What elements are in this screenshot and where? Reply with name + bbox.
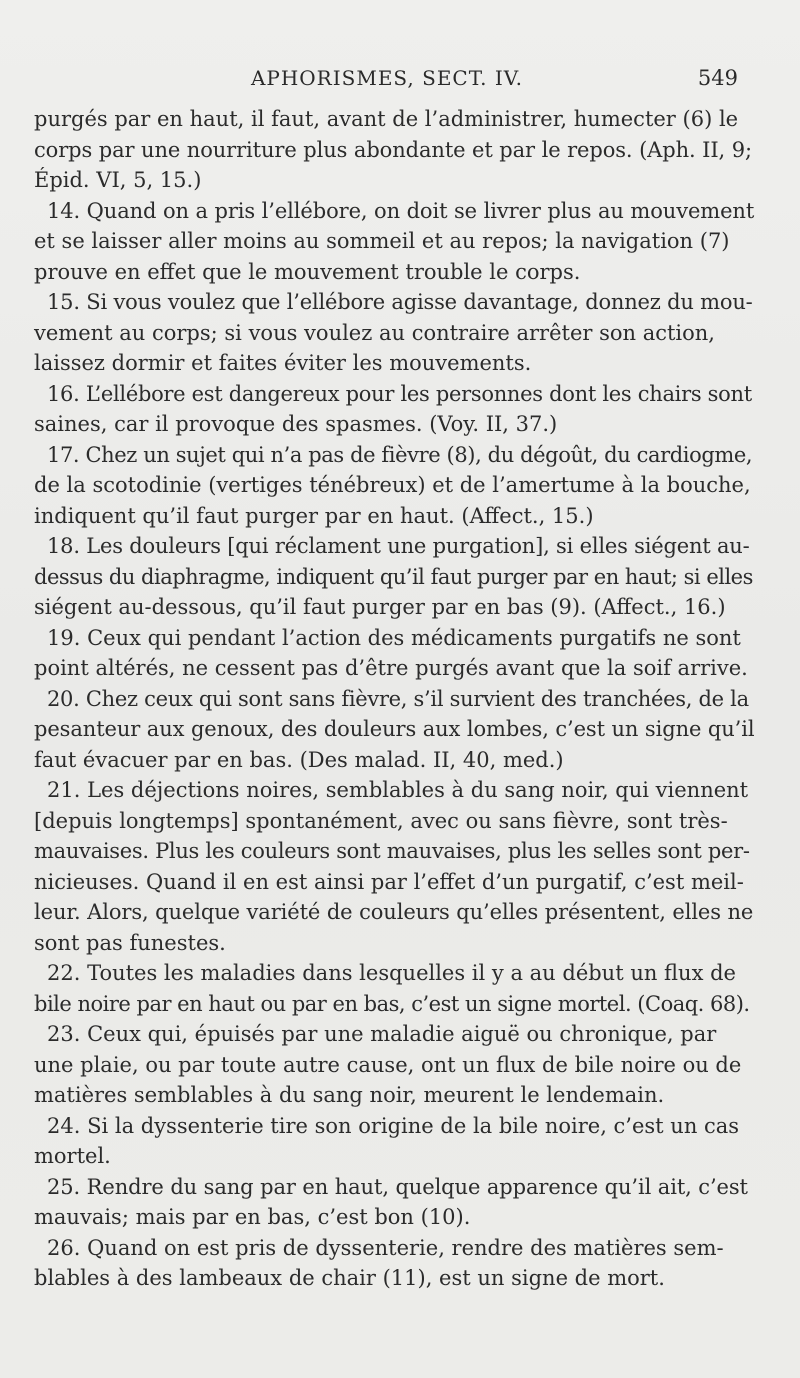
text-line: indiquent qu’il faut purger par en haut. (Affect., 15.) [34, 503, 594, 528]
text-line: [depuis longtemps] spontanément, avec ou sans fièvre, sont très- [34, 808, 728, 833]
body-text [34, 104, 754, 1294]
text-line: vement au corps; si vous voulez au contraire arrêter son action, [34, 320, 715, 345]
page-number: 549 [697, 66, 738, 90]
text-line: siégent au-dessous, qu’il faut purger par en bas (9). (Affect., 16.) [34, 595, 726, 619]
aphorism-16-start: 16. L’ellébore est dangereux pour les personnes dont les chairs sont [47, 381, 752, 406]
text-line: une plaie, ou par toute autre cause, ont un flux de bile noire ou de [34, 1052, 742, 1077]
aphorism-22-start: 22. Toutes les maladies dans lesquelles il y a au début un flux de [47, 961, 736, 985]
aphorism-25-start: 25. Rendre du sang par en haut, quelque apparence qu’il ait, c’est [47, 1174, 748, 1199]
text-line: faut évacuer par en bas. (Des malad. II, 40, med.) [34, 747, 564, 772]
text-line: point altérés, ne cessent pas d’être purgés avant que la soif arrive. [34, 656, 748, 680]
aphorism-18-start: 18. Les douleurs [qui réclament une purgation], si elles siégent au- [47, 534, 750, 558]
text-line: laissez dormir et faites éviter les mouvements. [34, 351, 532, 375]
text-line: saines, car il provoque des spasmes. (Voy. II, 37.) [34, 412, 558, 436]
running-title: APHORISMES, SECT. IV. [250, 66, 524, 90]
aphorism-15-start: 15. Si vous voulez que l’ellébore agisse davantage, donnez du mou- [47, 290, 753, 314]
text-line: corps par une nourriture plus abondante et par le repos. (Aph. II, 9; [34, 137, 752, 162]
text-line: Épid. VI, 5, 15.) [34, 168, 202, 192]
text-line: mortel. [34, 1144, 111, 1168]
text-line: matières semblables à du sang noir, meurent le lendemain. [34, 1083, 665, 1107]
text-line: nicieuses. Quand il en est ainsi par l’effet d’un purgatif, c’est meil- [34, 869, 744, 894]
text-line: mauvais; mais par en bas, c’est bon (10). [34, 1205, 471, 1229]
text-line: blables à des lambeaux de chair (11), est un signe de mort. [34, 1266, 665, 1290]
aphorism-19-start: 19. Ceux qui pendant l’action des médicaments purgatifs ne sont [47, 625, 741, 650]
aphorism-20-start: 20. Chez ceux qui sont sans fièvre, s’il survient des tranchées, de la [47, 686, 749, 711]
text-line: bile noire par en haut ou par en bas, c’est un signe mortel. (Coaq. 68). [34, 991, 750, 1016]
aphorism-24-start: 24. Si la dyssenterie tire son origine de la bile noire, c’est un cas [47, 1113, 740, 1138]
text-line: mauvaises. Plus les couleurs sont mauvaises, plus les selles sont per- [34, 839, 750, 863]
page-header [34, 66, 740, 96]
text-line: prouve en effet que le mouvement trouble le corps. [34, 259, 581, 284]
text-line: dessus du diaphragme, indiquent qu’il faut purger par en haut; si elles [34, 564, 753, 589]
text-line: purgés par en haut, il faut, avant de l’administrer, humecter (6) le [34, 107, 739, 131]
text-line: pesanteur aux genoux, des douleurs aux lombes, c’est un signe qu’il [34, 717, 755, 741]
aphorism-23-start: 23. Ceux qui, épuisés par une maladie aiguë ou chronique, par [47, 1022, 717, 1046]
text-line: leur. Alors, quelque variété de couleurs qu’elles présentent, elles ne [34, 900, 754, 924]
aphorism-14-start: 14. Quand on a pris l’ellébore, on doit se livrer plus au mouvement [47, 198, 755, 223]
aphorism-21-start: 21. Les déjections noires, semblables à du sang noir, qui viennent [47, 778, 749, 802]
text-line: de la scotodinie (vertiges ténébreux) et de l’amertume à la bouche, [34, 473, 751, 497]
aphorism-17-start: 17. Chez un sujet qui n’a pas de fièvre (8), du dégoût, du cardiogme, [47, 442, 753, 467]
text-line: et se laisser aller moins au sommeil et au repos; la navigation (7) [34, 229, 730, 253]
aphorism-26-start: 26. Quand on est pris de dyssenterie, rendre des matières sem- [47, 1235, 724, 1260]
text-line: sont pas funestes. [34, 930, 226, 955]
